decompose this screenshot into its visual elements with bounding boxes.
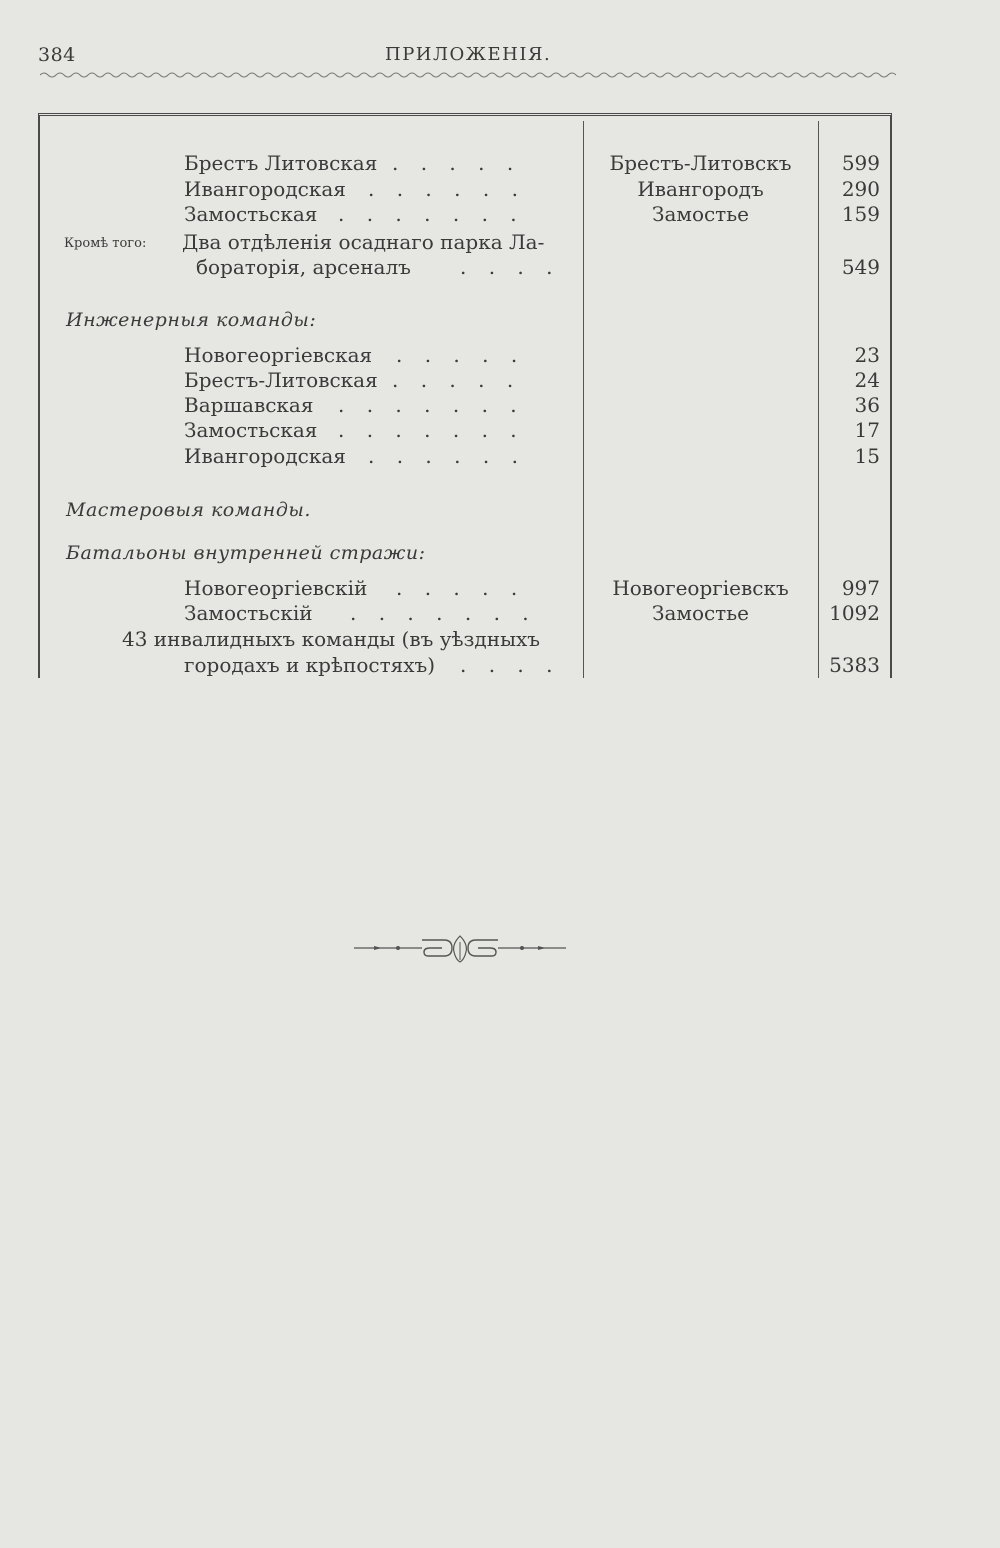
leader-dots: . . . . . bbox=[396, 576, 526, 600]
table-row bbox=[0, 254, 1000, 280]
row-number: 36 bbox=[854, 393, 880, 417]
row-place: Ивангородъ bbox=[637, 177, 764, 201]
row-name: Замостьская bbox=[184, 202, 318, 226]
section-heading-row bbox=[0, 497, 1000, 523]
row-number: 549 bbox=[841, 255, 880, 279]
leader-dots: . . . . . . . bbox=[350, 601, 537, 625]
leader-dots: . . . . . . . bbox=[338, 202, 525, 226]
table-row bbox=[0, 150, 1000, 176]
row-number: 599 bbox=[841, 151, 880, 175]
section-heading: Мастеровыя команды. bbox=[66, 499, 311, 521]
leader-dots: . . . . . . . bbox=[338, 418, 525, 442]
table-row bbox=[0, 652, 1000, 678]
section-heading: Батальоны внутренней стражи: bbox=[66, 542, 426, 564]
table-row bbox=[0, 201, 1000, 227]
running-title: ПРИЛОЖЕНІЯ. bbox=[385, 44, 552, 65]
table-row bbox=[0, 176, 1000, 202]
row-name: Варшавская bbox=[184, 393, 314, 417]
row-name: Замостьскій bbox=[184, 601, 313, 625]
row-name: Новогеоргіевская bbox=[184, 343, 373, 367]
row-name: Ивангородская bbox=[184, 444, 346, 468]
row-place: Новогеоргіевскъ bbox=[612, 576, 789, 600]
row-number: 997 bbox=[841, 576, 880, 600]
besides-line-2: бораторія, арсеналъ bbox=[196, 255, 411, 279]
leader-dots: . . . . . . bbox=[368, 177, 526, 201]
table-row bbox=[0, 367, 1000, 393]
row-place: Замостье bbox=[652, 202, 749, 226]
page-number: 384 bbox=[38, 44, 76, 66]
row-number: 159 bbox=[841, 202, 880, 226]
table-row bbox=[0, 575, 1000, 601]
row-number: 23 bbox=[854, 343, 880, 367]
table-row bbox=[0, 443, 1000, 469]
table-row bbox=[0, 417, 1000, 443]
invalid-line-1: 43 инвалидныхъ команды (въ уѣздныхъ bbox=[122, 627, 540, 651]
table-row bbox=[0, 626, 1000, 652]
besides-label: Кромѣ того: bbox=[64, 236, 147, 251]
leader-dots: . . . . . bbox=[392, 368, 522, 392]
besides-line-1: Два отдѣленія осаднаго парка Ла- bbox=[182, 230, 545, 254]
row-number: 24 bbox=[854, 368, 880, 392]
table-row bbox=[0, 600, 1000, 626]
row-number: 15 bbox=[854, 444, 880, 468]
decorative-ornament-icon bbox=[352, 930, 568, 966]
wavy-header-rule bbox=[40, 70, 896, 80]
row-number: 1092 bbox=[829, 601, 880, 625]
leader-dots: . . . . . . bbox=[368, 444, 526, 468]
table-row bbox=[0, 229, 1000, 255]
leader-dots: . . . . . . . bbox=[338, 393, 525, 417]
table-row bbox=[0, 392, 1000, 418]
row-number: 17 bbox=[854, 418, 880, 442]
section-heading-row bbox=[0, 307, 1000, 333]
row-name: Брестъ-Литовская bbox=[184, 368, 378, 392]
leader-dots: . . . . bbox=[460, 653, 561, 677]
invalid-line-2: городахъ и крѣпостяхъ) bbox=[184, 653, 436, 677]
row-place: Брестъ-Литовскъ bbox=[609, 151, 792, 175]
section-heading-row bbox=[0, 540, 1000, 566]
leader-dots: . . . . bbox=[460, 255, 561, 279]
row-place: Замостье bbox=[652, 601, 749, 625]
row-name: Замостьская bbox=[184, 418, 318, 442]
row-number: 290 bbox=[841, 177, 880, 201]
row-name: Брестъ Литовская bbox=[184, 151, 378, 175]
row-number: 5383 bbox=[829, 653, 880, 677]
section-heading: Инженерныя команды: bbox=[66, 309, 317, 331]
row-name: Ивангородская bbox=[184, 177, 346, 201]
leader-dots: . . . . . bbox=[392, 151, 522, 175]
leader-dots: . . . . . bbox=[396, 343, 526, 367]
table-row bbox=[0, 342, 1000, 368]
row-name: Новогеоргіевскій bbox=[184, 576, 368, 600]
